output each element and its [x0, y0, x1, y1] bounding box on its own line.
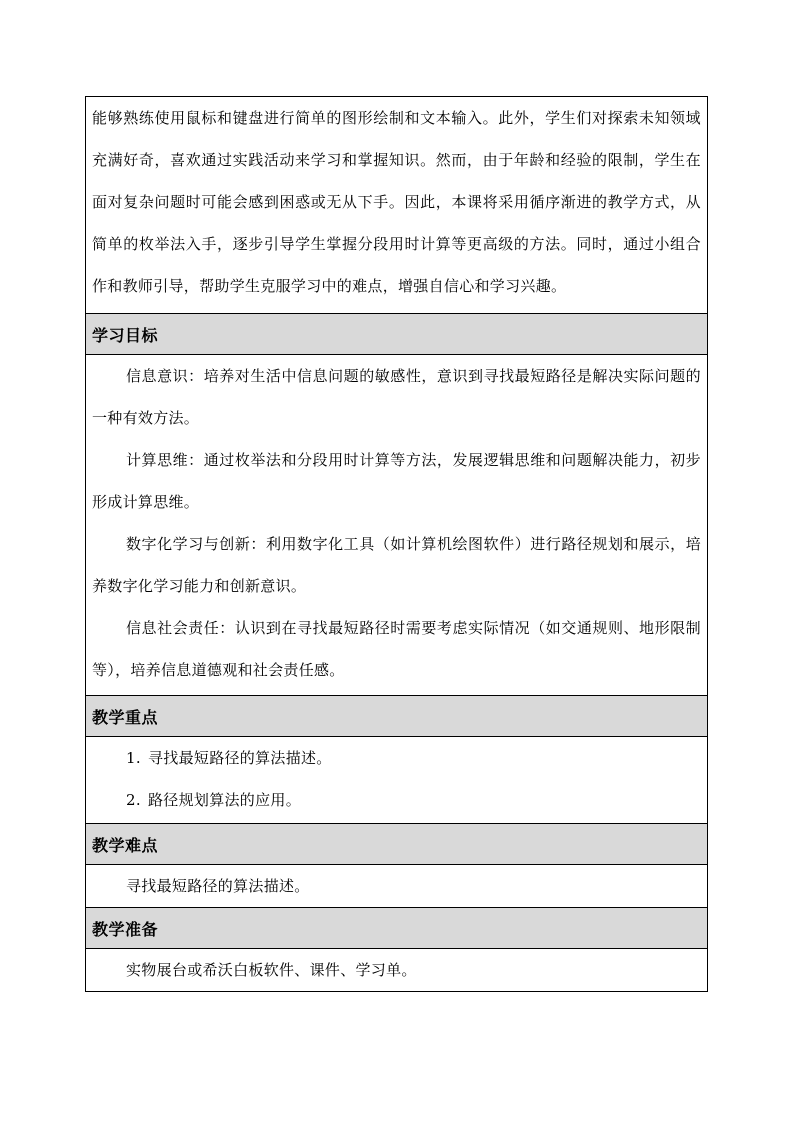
preparation-cell — [86, 949, 708, 992]
goal-item — [92, 523, 701, 607]
preparation-text: 实物展台或希沃白板软件、课件、学习单。 — [126, 961, 417, 979]
difficulties-row — [86, 865, 708, 908]
key-points-row — [86, 737, 708, 824]
list-text: 寻找最短路径的算法描述。 — [148, 749, 332, 767]
learning-goals-cell — [86, 355, 708, 696]
learning-goals-heading: 学习目标 — [86, 314, 708, 355]
preparation-header-row — [86, 908, 708, 949]
difficulties-cell — [86, 865, 708, 908]
goal-text: 通过枚举法和分段用时计算等方法，发展逻辑思维和问题解决能力，初步形成计算思维。 — [92, 451, 701, 511]
key-point-item — [92, 737, 701, 779]
difficulties-text: 寻找最短路径的算法描述。 — [126, 877, 310, 895]
difficulties-heading: 教学难点 — [86, 824, 708, 865]
list-text: 路径规划算法的应用。 — [148, 791, 302, 809]
goal-item — [92, 439, 701, 523]
list-number: 1. — [126, 749, 141, 767]
key-point-item — [92, 779, 701, 821]
goal-label: 数字化学习与创新： — [126, 535, 266, 553]
intro-paragraph: 能够熟练使用鼠标和键盘进行简单的图形绘制和文本输入。此外，学生们对探索未知领域充满好奇，喜欢通过实践活动来学习和掌握知识。然而，由于年龄和经验的限制，学生在面对复杂问题时可能会感到困惑或无从下手。因此，本课将采用循序渐进的教学方式，从简单的枚举法入手，逐步引导学生掌握分段用时计算等更高级的方法。同时，通过小组合作和教师引导，帮助学生克服学习中的难点，增强自信心和学习兴趣。 — [92, 109, 701, 295]
lesson-plan-table — [85, 96, 708, 992]
intro-cell — [86, 97, 708, 314]
key-points-header-row — [86, 696, 708, 737]
goal-label: 信息社会责任： — [126, 619, 235, 637]
difficulties-header-row — [86, 824, 708, 865]
goal-text: 认识到在寻找最短路径时需要考虑实际情况（如交通规则、地形限制等），培养信息道德观和社会责任感。 — [92, 619, 701, 679]
goal-text: 培养对生活中信息问题的敏感性，意识到寻找最短路径是解决实际问题的一种有效方法。 — [92, 367, 701, 427]
goal-item — [92, 355, 701, 439]
goal-label: 计算思维： — [126, 451, 204, 469]
key-points-heading: 教学重点 — [86, 696, 708, 737]
goal-item — [92, 607, 701, 691]
list-number: 2. — [126, 791, 141, 809]
goal-text: 利用数字化工具（如计算机绘图软件）进行路径规划和展示，培养数字化学习能力和创新意识。 — [92, 535, 702, 595]
preparation-row — [86, 949, 708, 992]
learning-goals-row — [86, 355, 708, 696]
intro-row — [86, 97, 708, 314]
key-points-cell — [86, 737, 708, 824]
preparation-heading: 教学准备 — [86, 908, 708, 949]
learning-goals-header-row — [86, 314, 708, 355]
goal-label: 信息意识： — [126, 367, 204, 385]
